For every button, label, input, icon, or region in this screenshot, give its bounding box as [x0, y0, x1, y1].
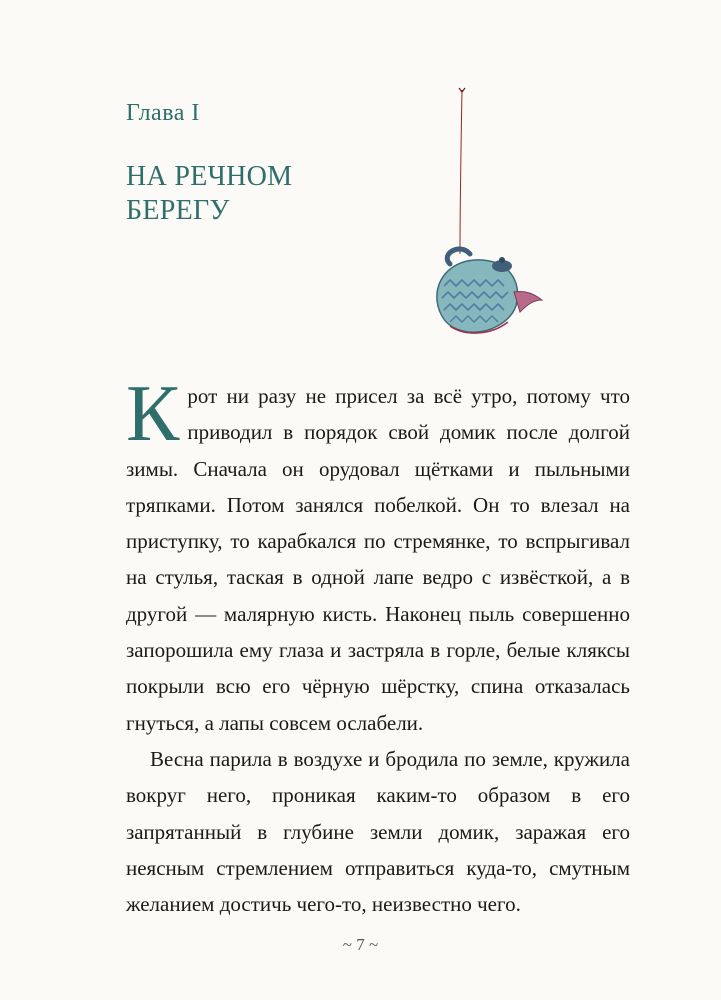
- paragraph-1-text: рот ни разу не присел за всё утро, потому что приводил в порядок свой домик после долгой зимы. Сначала он орудовал щётками и пыльными тряпками. Потом занялся побелкой. Он то влезал на приступку, то карабкался по стремянке, то вспрыгивал на стулья, таская в одной лапе ведро с извёсткой, а в другой — малярную кисть. Наконец пыль совершенно запорошила ему глаза и застряла в горле, белые кляксы покрыли всю его чёрную шёрстку, спина отказалась гнуться, а лапы совсем ослабели.: [126, 384, 630, 735]
- chapter-title: [126, 160, 292, 228]
- chapter-label: Глава I: [126, 100, 200, 126]
- hanging-teapot-icon: [430, 86, 550, 346]
- body-text: [126, 370, 630, 922]
- paragraph-2: Весна парила в воздухе и бродила по земле, кружила вокруг него, проникая каким-то образом в его запрятанный в глубине земли домик, заражая его неясным стремлением отправиться куда-то, смутным желанием достичь чего-то, неизвестно чего.: [126, 746, 630, 917]
- page-number: ~ 7 ~: [342, 935, 379, 954]
- chapter-title-line-1: НА РЕЧНОМ: [126, 161, 293, 192]
- chapter-title-line-2: БЕРЕГУ: [126, 195, 230, 226]
- paragraph-1: [126, 370, 630, 741]
- drop-cap: К: [126, 370, 180, 458]
